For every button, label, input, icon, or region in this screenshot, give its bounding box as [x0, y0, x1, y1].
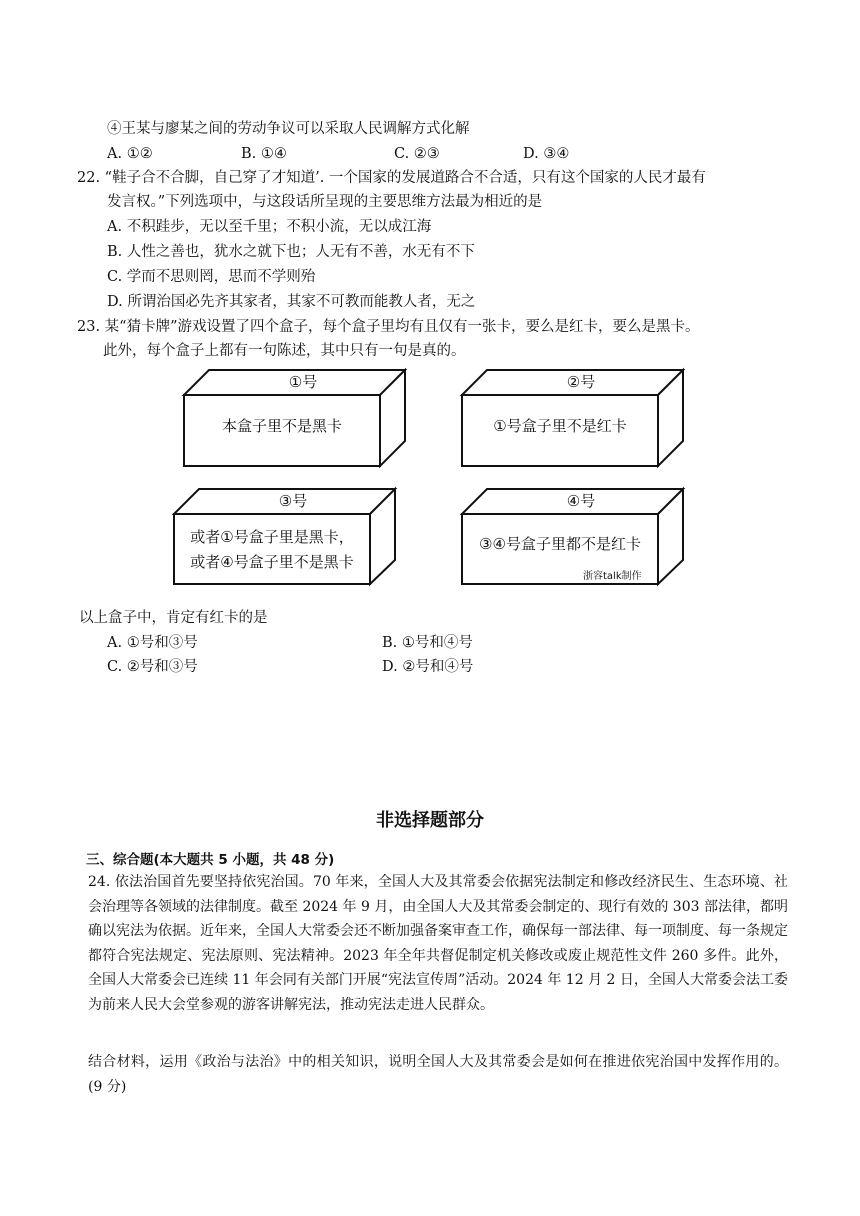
q22-option-b: B. 人性之善也，犹水之就下也；人无有不善，水无有不下 [107, 244, 475, 260]
q23-stem-line1: 23. 某“猜卡牌”游戏设置了四个盒子，每个盒子里均有且仅有一张卡，要么是红卡，要么是黑卡。 [77, 319, 700, 335]
section-title: 非选择题部分 [376, 810, 484, 831]
part-title: 三、综合题(本大题共 5 小题，共 48 分) [86, 852, 335, 868]
box-1 [183, 367, 408, 467]
box-3-statement-line2: 或者④号盒子里不是黑卡 [190, 553, 354, 571]
q21-option-b: B. ①④ [241, 146, 287, 162]
box-4-label: ④号 [566, 492, 596, 510]
q24-question: 结合材料，运用《政治与法治》中的相关知识，说明全国人大及其常委会是如何在推进依宪治国中发挥作用的。 (9 分) [88, 1054, 788, 1095]
watermark: 浙容talk制作 [583, 571, 642, 582]
q24-material: 24. 依法治国首先要坚持依宪治国。70 年来，全国人大及其常委会依据宪法制定和修改经济民生、生态环境、社会治理等各领域的法律制度。截至 2024 年 9 月，由全国人大及其常委会制定的、现行有效的 303 部法律，都明确以宪法为依据。近年来，全国人大常委会还不断加强备案审查工作，确保每一部法律、每一项制度、每一条规定都符合宪法规定、宪法原则、宪法精神。2023 年全年共督促制定机关修改或废止规范性文件 260 多件。此外，全国人大常委会已连续 11 年会同有关部门开展“宪法宣传周”活动。2024 年 12 月 2 日，全国人大常委会法工委为前来人民大会堂参观的游客讲解宪法，推动宪法走进人民群众。 [88, 874, 788, 1013]
q22-option-c: C. 学而不思则罔，思而不学则殆 [107, 269, 316, 285]
q21-option-c: C. ②③ [394, 146, 440, 162]
box-4-statement: ③④号盒子里都不是红卡 [479, 535, 641, 553]
box-1-statement: 本盒子里不是黑卡 [221, 417, 342, 435]
q22-stem-line2: 发言权。”下列选项中，与这段话所呈现的主要思维方法最为相近的是 [107, 194, 543, 210]
q23-option-b: B. ①号和④号 [382, 635, 473, 651]
q23-option-a: A. ①号和③号 [107, 635, 198, 651]
box-3-statement-line1: 或者①号盒子里是黑卡， [190, 528, 354, 546]
box-2-statement: ①号盒子里不是红卡 [493, 417, 627, 435]
q21-item-4: ④王某与廖某之间的劳动争议可以采取人民调解方式化解 [107, 121, 470, 137]
q22-option-d: D. 所谓治国必先齐其家者，其家不可教而能教人者，无之 [107, 294, 476, 310]
box-4 [461, 487, 686, 585]
box-3-label: ③号 [278, 492, 308, 510]
q23-question: 以上盒子中，肯定有红卡的是 [79, 610, 268, 626]
q22-stem-line1: 22. “鞋子合不合脚，自己穿了才知道’. 一个国家的发展道路合不合适，只有这个国家的人民才最有 [77, 170, 706, 186]
box-3 [173, 487, 398, 585]
q21-option-d: D. ③④ [523, 146, 570, 162]
box-2-label: ②号 [566, 373, 596, 391]
q21-option-a: A. ①② [107, 146, 153, 162]
q23-stem-line2: 此外，每个盒子上都有一句陈述，其中只有一句是真的。 [103, 343, 466, 359]
box-1-label: ①号 [288, 373, 318, 391]
q23-option-d: D. ②号和④号 [382, 659, 474, 675]
q22-option-a: A. 不积跬步，无以至千里；不积小流，无以成江海 [107, 219, 432, 235]
q23-option-c: C. ②号和③号 [107, 659, 198, 675]
box-2 [461, 367, 686, 467]
